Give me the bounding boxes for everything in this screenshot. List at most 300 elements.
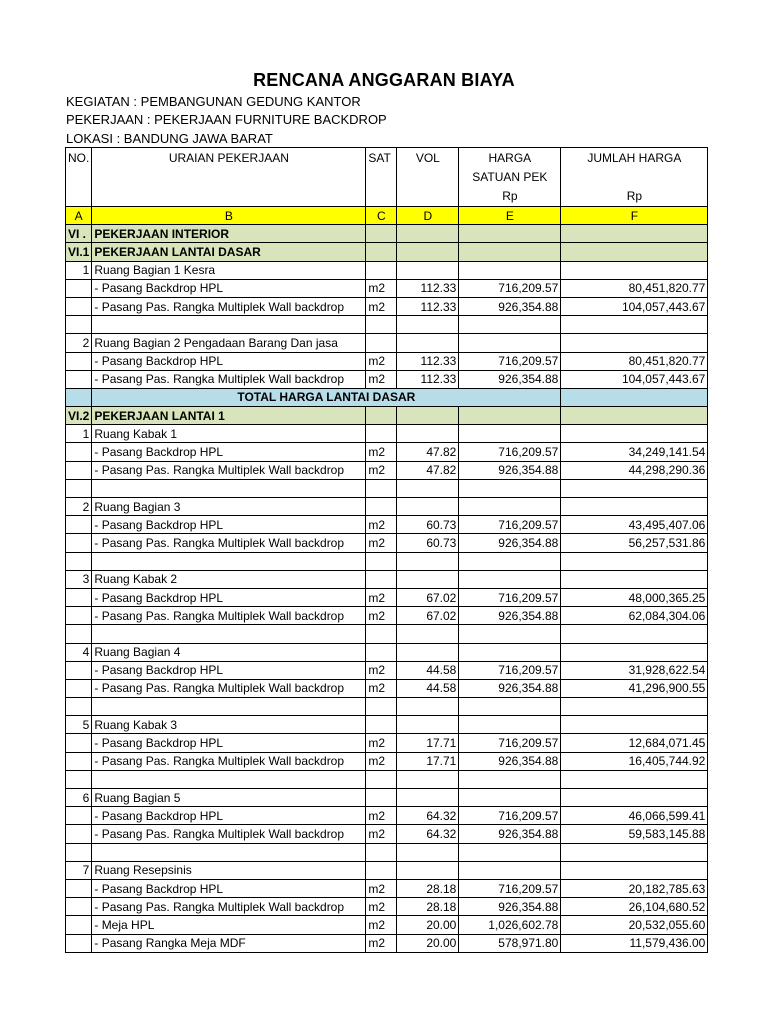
table-row: [66, 734, 708, 752]
cell-jumlah: [561, 789, 708, 807]
cell-vol: [397, 334, 459, 352]
cell-sat: [366, 716, 397, 734]
blank-cell: [66, 552, 92, 570]
item-unit: m2: [366, 534, 397, 552]
item-unit: m2: [366, 661, 397, 679]
cell-jumlah: [561, 498, 708, 516]
blank-cell: [459, 843, 561, 861]
room-number: 7: [66, 861, 92, 879]
item-volume: 20.00: [397, 916, 459, 934]
item-volume: 64.32: [397, 807, 459, 825]
blank-cell: [459, 625, 561, 643]
item-unit: m2: [366, 461, 397, 479]
blank-cell: [366, 552, 397, 570]
item-unit-price: 578,971.80: [459, 934, 561, 952]
item-unit-price: 716,209.57: [459, 879, 561, 897]
cell-sat: [366, 861, 397, 879]
blank-cell: [366, 843, 397, 861]
item-unit: m2: [366, 752, 397, 770]
item-unit: m2: [366, 607, 397, 625]
table-row: [66, 825, 708, 843]
item-unit-price: 716,209.57: [459, 279, 561, 297]
header-uraian: URAIAN PEKERJAAN: [92, 148, 366, 207]
room-number: 4: [66, 643, 92, 661]
item-total-price: 31,928,622.54: [561, 661, 708, 679]
item-description: - Pasang Rangka Meja MDF: [92, 934, 366, 952]
item-unit: m2: [366, 679, 397, 697]
item-description: - Pasang Backdrop HPL: [92, 443, 366, 461]
header-jumlah-line3: Rp: [626, 189, 643, 203]
item-unit-price: 716,209.57: [459, 443, 561, 461]
header-harga-line3: Rp: [502, 189, 518, 203]
meta-lokasi: LOKASI : BANDUNG JAWA BARAT: [66, 131, 273, 146]
table-row: [66, 898, 708, 916]
item-volume: 112.33: [397, 352, 459, 370]
cell-sat: [366, 261, 397, 279]
room-number: 2: [66, 498, 92, 516]
cell-no: [66, 370, 92, 388]
blank-cell: [397, 552, 459, 570]
blank-cell: [397, 843, 459, 861]
item-total-price: 11,579,436.00: [561, 934, 708, 952]
cell-no: [66, 443, 92, 461]
blank-cell: [366, 770, 397, 788]
cell-vol: [397, 861, 459, 879]
blank-cell: [92, 316, 366, 334]
total-row: [66, 388, 708, 406]
cell-harga: [459, 716, 561, 734]
cell-no: [66, 934, 92, 952]
blank-row: [66, 698, 708, 716]
cell-vol: [397, 643, 459, 661]
item-volume: 67.02: [397, 607, 459, 625]
room-row: [66, 334, 708, 352]
item-unit-price: 926,354.88: [459, 607, 561, 625]
item-volume: 112.33: [397, 297, 459, 315]
item-unit: m2: [366, 443, 397, 461]
table-row: [66, 879, 708, 897]
table-row: [66, 679, 708, 697]
cell-vol: [397, 498, 459, 516]
table-row: [66, 534, 708, 552]
cell-harga: [459, 570, 561, 588]
cell-vol: [397, 243, 459, 261]
room-row: [66, 643, 708, 661]
item-unit: m2: [366, 934, 397, 952]
item-unit-price: 926,354.88: [459, 370, 561, 388]
table-row: [66, 370, 708, 388]
room-number: 6: [66, 789, 92, 807]
cell-vol: [397, 425, 459, 443]
blank-cell: [366, 479, 397, 497]
column-letter: B: [92, 207, 366, 225]
blank-cell: [561, 479, 708, 497]
item-volume: 44.58: [397, 661, 459, 679]
cell-jumlah: [561, 261, 708, 279]
item-total-price: 26,104,680.52: [561, 898, 708, 916]
cell-vol: [397, 716, 459, 734]
cell-sat: [366, 225, 397, 243]
cell-no: [66, 661, 92, 679]
blank-cell: [66, 479, 92, 497]
item-description: - Pasang Backdrop HPL: [92, 588, 366, 606]
room-row: [66, 498, 708, 516]
table-row: [66, 916, 708, 934]
item-total-price: 104,057,443.67: [561, 370, 708, 388]
blank-cell: [366, 698, 397, 716]
table-row: [66, 443, 708, 461]
item-unit-price: 716,209.57: [459, 516, 561, 534]
item-total-price: 80,451,820.77: [561, 352, 708, 370]
blank-cell: [92, 843, 366, 861]
blank-cell: [66, 698, 92, 716]
item-unit-price: 716,209.57: [459, 352, 561, 370]
room-name: Ruang Bagian 4: [92, 643, 366, 661]
item-total-price: 34,249,141.54: [561, 443, 708, 461]
cell-no: [66, 388, 92, 406]
table-row: [66, 516, 708, 534]
cell-jumlah: [561, 407, 708, 425]
header-harga-satuan: [459, 148, 561, 207]
item-description: - Pasang Backdrop HPL: [92, 352, 366, 370]
room-number: 1: [66, 261, 92, 279]
item-unit-price: 926,354.88: [459, 898, 561, 916]
item-volume: 67.02: [397, 588, 459, 606]
blank-cell: [66, 625, 92, 643]
item-description: - Pasang Pas. Rangka Multiplek Wall backdrop: [92, 461, 366, 479]
blank-cell: [459, 698, 561, 716]
item-description: - Pasang Backdrop HPL: [92, 516, 366, 534]
room-name: Ruang Kabak 1: [92, 425, 366, 443]
header-vol: VOL: [397, 148, 459, 207]
blank-cell: [92, 479, 366, 497]
item-total-price: 62,084,304.06: [561, 607, 708, 625]
blank-cell: [459, 552, 561, 570]
room-name: Ruang Bagian 5: [92, 789, 366, 807]
item-total-price: 56,257,531.86: [561, 534, 708, 552]
item-unit: m2: [366, 297, 397, 315]
blank-row: [66, 479, 708, 497]
room-number: 3: [66, 570, 92, 588]
cell-no: [66, 461, 92, 479]
blank-cell: [92, 625, 366, 643]
total-value: [561, 388, 708, 406]
item-volume: 60.73: [397, 534, 459, 552]
blank-cell: [92, 698, 366, 716]
section-number: VI.1: [66, 243, 92, 261]
table-row: [66, 607, 708, 625]
cell-no: [66, 679, 92, 697]
item-unit: m2: [366, 734, 397, 752]
cell-harga: [459, 243, 561, 261]
room-number: 1: [66, 425, 92, 443]
item-volume: 44.58: [397, 679, 459, 697]
item-total-price: 43,495,407.06: [561, 516, 708, 534]
item-volume: 28.18: [397, 898, 459, 916]
room-number: 2: [66, 334, 92, 352]
table-row: [66, 661, 708, 679]
cell-no: [66, 752, 92, 770]
room-name: Ruang Bagian 2 Pengadaan Barang Dan jasa: [92, 334, 366, 352]
budget-table: [65, 147, 708, 953]
cell-vol: [397, 570, 459, 588]
blank-cell: [66, 316, 92, 334]
item-description: - Pasang Pas. Rangka Multiplek Wall backdrop: [92, 297, 366, 315]
cell-no: [66, 734, 92, 752]
item-unit-price: 926,354.88: [459, 752, 561, 770]
cell-jumlah: [561, 225, 708, 243]
blank-cell: [459, 479, 561, 497]
meta-pekerjaan: PEKERJAAN : PEKERJAAN FURNITURE BACKDROP: [66, 112, 387, 127]
cell-no: [66, 279, 92, 297]
cell-harga: [459, 261, 561, 279]
blank-cell: [561, 770, 708, 788]
room-row: [66, 716, 708, 734]
cell-harga: [459, 334, 561, 352]
item-unit-price: 716,209.57: [459, 734, 561, 752]
cell-jumlah: [561, 643, 708, 661]
item-total-price: 48,000,365.25: [561, 588, 708, 606]
item-description: - Pasang Backdrop HPL: [92, 279, 366, 297]
item-unit-price: 716,209.57: [459, 588, 561, 606]
item-unit: m2: [366, 879, 397, 897]
item-volume: 112.33: [397, 370, 459, 388]
section-row: [66, 407, 708, 425]
item-description: - Pasang Pas. Rangka Multiplek Wall backdrop: [92, 607, 366, 625]
room-number: 5: [66, 716, 92, 734]
cell-no: [66, 297, 92, 315]
total-label: TOTAL HARGA LANTAI DASAR: [92, 388, 561, 406]
table-row: [66, 352, 708, 370]
item-volume: 112.33: [397, 279, 459, 297]
item-unit: m2: [366, 898, 397, 916]
item-description: - Pasang Pas. Rangka Multiplek Wall backdrop: [92, 825, 366, 843]
item-unit: m2: [366, 916, 397, 934]
room-row: [66, 861, 708, 879]
item-volume: 64.32: [397, 825, 459, 843]
item-total-price: 41,296,900.55: [561, 679, 708, 697]
table-row: [66, 752, 708, 770]
item-total-price: 20,182,785.63: [561, 879, 708, 897]
section-title: PEKERJAAN LANTAI DASAR: [92, 243, 366, 261]
item-unit-price: 926,354.88: [459, 534, 561, 552]
item-description: - Pasang Pas. Rangka Multiplek Wall backdrop: [92, 679, 366, 697]
item-description: - Meja HPL: [92, 916, 366, 934]
cell-sat: [366, 425, 397, 443]
column-letter: E: [459, 207, 561, 225]
column-letter: D: [397, 207, 459, 225]
table-row: [66, 588, 708, 606]
cell-sat: [366, 407, 397, 425]
blank-cell: [397, 770, 459, 788]
room-row: [66, 789, 708, 807]
item-unit-price: 926,354.88: [459, 297, 561, 315]
cell-no: [66, 607, 92, 625]
blank-cell: [92, 552, 366, 570]
item-total-price: 104,057,443.67: [561, 297, 708, 315]
blank-cell: [366, 625, 397, 643]
item-description: - Pasang Backdrop HPL: [92, 807, 366, 825]
item-volume: 20.00: [397, 934, 459, 952]
item-volume: 28.18: [397, 879, 459, 897]
item-unit: m2: [366, 588, 397, 606]
cell-no: [66, 825, 92, 843]
cell-no: [66, 352, 92, 370]
cell-sat: [366, 789, 397, 807]
item-description: - Pasang Pas. Rangka Multiplek Wall backdrop: [92, 534, 366, 552]
blank-cell: [561, 698, 708, 716]
item-description: - Pasang Backdrop HPL: [92, 661, 366, 679]
cell-harga: [459, 225, 561, 243]
room-row: [66, 570, 708, 588]
header-jumlah-harga: [561, 148, 708, 207]
blank-cell: [561, 552, 708, 570]
room-name: Ruang Bagian 1 Kesra: [92, 261, 366, 279]
blank-row: [66, 552, 708, 570]
column-letter: A: [66, 207, 92, 225]
item-volume: 17.71: [397, 752, 459, 770]
item-total-price: 44,298,290.36: [561, 461, 708, 479]
blank-row: [66, 316, 708, 334]
table-row: [66, 934, 708, 952]
room-name: Ruang Kabak 2: [92, 570, 366, 588]
item-unit-price: 716,209.57: [459, 661, 561, 679]
item-unit-price: 926,354.88: [459, 679, 561, 697]
table-row: [66, 297, 708, 315]
item-description: - Pasang Pas. Rangka Multiplek Wall backdrop: [92, 898, 366, 916]
item-description: - Pasang Pas. Rangka Multiplek Wall backdrop: [92, 370, 366, 388]
cell-no: [66, 516, 92, 534]
room-name: Ruang Resepsinis: [92, 861, 366, 879]
section-row: [66, 243, 708, 261]
blank-cell: [66, 843, 92, 861]
blank-cell: [397, 479, 459, 497]
blank-cell: [561, 625, 708, 643]
item-unit: m2: [366, 370, 397, 388]
cell-vol: [397, 261, 459, 279]
item-description: - Pasang Backdrop HPL: [92, 879, 366, 897]
cell-harga: [459, 425, 561, 443]
item-unit-price: 716,209.57: [459, 807, 561, 825]
table-row: [66, 279, 708, 297]
header-harga-line1: HARGA: [488, 151, 532, 165]
room-name: Ruang Kabak 3: [92, 716, 366, 734]
blank-cell: [397, 625, 459, 643]
blank-cell: [366, 316, 397, 334]
item-total-price: 12,684,071.45: [561, 734, 708, 752]
blank-row: [66, 625, 708, 643]
cell-harga: [459, 643, 561, 661]
cell-jumlah: [561, 861, 708, 879]
section-number: VI.2: [66, 407, 92, 425]
item-unit: m2: [366, 279, 397, 297]
blank-cell: [459, 770, 561, 788]
blank-cell: [66, 770, 92, 788]
cell-harga: [459, 861, 561, 879]
column-letter-row: [66, 207, 708, 225]
blank-cell: [92, 770, 366, 788]
cell-no: [66, 807, 92, 825]
item-volume: 17.71: [397, 734, 459, 752]
cell-jumlah: [561, 570, 708, 588]
cell-vol: [397, 407, 459, 425]
column-letter: C: [366, 207, 397, 225]
header-harga-line2: SATUAN PEK: [472, 170, 548, 184]
cell-no: [66, 588, 92, 606]
section-number: VI .: [66, 225, 92, 243]
item-unit: m2: [366, 825, 397, 843]
item-unit-price: 1,026,602.78: [459, 916, 561, 934]
cell-sat: [366, 243, 397, 261]
room-row: [66, 425, 708, 443]
cell-harga: [459, 789, 561, 807]
header-no: NO.: [66, 148, 92, 207]
blank-cell: [561, 843, 708, 861]
cell-sat: [366, 334, 397, 352]
cell-jumlah: [561, 243, 708, 261]
item-unit: m2: [366, 516, 397, 534]
cell-harga: [459, 407, 561, 425]
cell-jumlah: [561, 425, 708, 443]
item-total-price: 80,451,820.77: [561, 279, 708, 297]
blank-cell: [397, 698, 459, 716]
table-header-row: [66, 148, 708, 207]
cell-vol: [397, 789, 459, 807]
item-unit: m2: [366, 807, 397, 825]
section-row: [66, 225, 708, 243]
cell-no: [66, 534, 92, 552]
blank-cell: [459, 316, 561, 334]
cell-no: [66, 898, 92, 916]
cell-sat: [366, 643, 397, 661]
blank-row: [66, 843, 708, 861]
section-title: PEKERJAAN LANTAI 1: [92, 407, 366, 425]
cell-no: [66, 916, 92, 934]
cell-jumlah: [561, 334, 708, 352]
cell-harga: [459, 498, 561, 516]
item-unit-price: 926,354.88: [459, 825, 561, 843]
item-unit-price: 926,354.88: [459, 461, 561, 479]
table-row: [66, 461, 708, 479]
blank-row: [66, 770, 708, 788]
item-total-price: 16,405,744.92: [561, 752, 708, 770]
blank-cell: [397, 316, 459, 334]
cell-vol: [397, 225, 459, 243]
item-volume: 47.82: [397, 461, 459, 479]
blank-cell: [561, 316, 708, 334]
cell-jumlah: [561, 716, 708, 734]
room-row: [66, 261, 708, 279]
meta-kegiatan: KEGIATAN : PEMBANGUNAN GEDUNG KANTOR: [66, 94, 361, 109]
cell-sat: [366, 570, 397, 588]
cell-no: [66, 879, 92, 897]
item-total-price: 46,066,599.41: [561, 807, 708, 825]
document-title: RENCANA ANGGARAN BIAYA: [253, 70, 515, 90]
item-volume: 60.73: [397, 516, 459, 534]
item-unit: m2: [366, 352, 397, 370]
item-total-price: 59,583,145.88: [561, 825, 708, 843]
item-description: - Pasang Backdrop HPL: [92, 734, 366, 752]
header-jumlah-line1: JUMLAH HARGA: [587, 151, 682, 165]
column-letter: F: [561, 207, 708, 225]
item-description: - Pasang Pas. Rangka Multiplek Wall backdrop: [92, 752, 366, 770]
item-volume: 47.82: [397, 443, 459, 461]
table-row: [66, 807, 708, 825]
header-sat: SAT: [366, 148, 397, 207]
item-total-price: 20,532,055.60: [561, 916, 708, 934]
cell-sat: [366, 498, 397, 516]
room-name: Ruang Bagian 3: [92, 498, 366, 516]
